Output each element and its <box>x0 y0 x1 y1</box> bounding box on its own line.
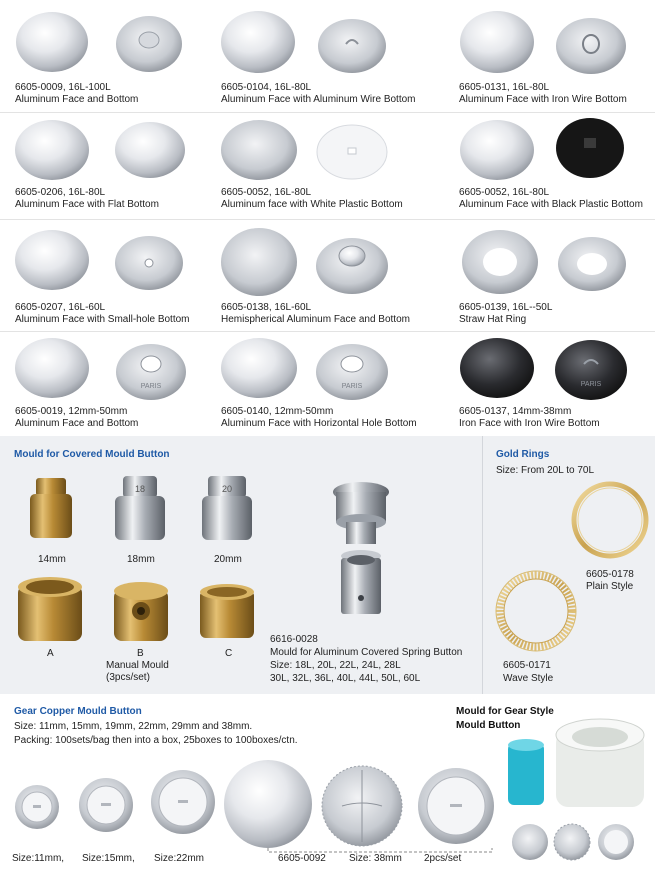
product-code: 6605-0131, 16L-80L <box>459 82 550 93</box>
divider <box>0 219 655 220</box>
button-image <box>456 116 646 182</box>
manual-mould-count: (3pcs/set) <box>106 672 150 683</box>
product-code: 6605-0052, 16L-80L <box>221 187 312 198</box>
button-image <box>12 334 192 402</box>
spring-code: 6616-0028 <box>270 634 318 645</box>
product-desc: Hemispherical Aluminum Face and Bottom <box>221 314 410 325</box>
size-label: Size:11mm, <box>12 853 65 864</box>
product-code: 6605-0052, 16L-80L <box>459 187 550 198</box>
die-label: 18 <box>134 484 146 494</box>
die-20mm <box>200 474 256 546</box>
spring-sizes-1: Size: 18L, 20L, 22L, 24L, 28L <box>270 660 401 671</box>
gear-title: Gear Copper Mould Button <box>14 706 142 717</box>
mould-part-a <box>14 575 86 645</box>
button-image <box>218 116 398 182</box>
button-image <box>12 116 192 182</box>
gear-code: 6605-0092 <box>278 853 326 864</box>
product-desc: Straw Hat Ring <box>459 314 527 325</box>
mould-part-b <box>110 577 172 645</box>
gold-rings-title: Gold Rings <box>496 449 550 460</box>
size-label: 20mm <box>214 554 242 565</box>
button-image <box>218 334 398 402</box>
product-code: 6605-0138, 16L-60L <box>221 302 312 313</box>
part-letter: A <box>47 648 54 659</box>
manual-mould-label: Manual Mould <box>106 660 169 671</box>
product-desc: Iron Face with Iron Wire Bottom <box>459 418 600 429</box>
product-desc: Aluminum Face with Iron Wire Bottom <box>459 94 627 105</box>
wave-ring-name: Wave Style <box>503 673 554 684</box>
product-desc: Aluminum Face and Bottom <box>15 94 139 105</box>
gear-button-15mm <box>76 775 136 835</box>
spring-sizes-2: 30L, 32L, 36L, 40L, 44L, 50L, 60L <box>270 673 421 684</box>
gear-button-11mm <box>12 782 62 832</box>
divider <box>0 331 655 332</box>
spring-desc: Mould for Aluminum Covered Spring Button <box>270 647 463 658</box>
plain-gold-ring <box>570 480 652 562</box>
size-label: Size:15mm, <box>82 853 135 864</box>
button-image <box>12 226 192 294</box>
stamp-text: PARIS <box>580 381 602 388</box>
part-letter: C <box>225 648 233 659</box>
product-desc: Aluminum Face with Small-hole Bottom <box>15 314 190 325</box>
gear-button-38mm-set <box>222 758 502 854</box>
die-18mm <box>113 474 169 546</box>
product-code: 6605-0139, 16L--50L <box>459 302 553 313</box>
button-image <box>12 8 192 78</box>
mould-title: Mould for Covered Mould Button <box>14 449 170 460</box>
gear-pcs: 2pcs/set <box>424 853 462 864</box>
button-image <box>218 226 398 296</box>
button-image <box>456 334 646 402</box>
gear-mould-title-2: Mould Button <box>456 720 521 731</box>
size-label: Size:22mm <box>154 853 205 864</box>
product-desc: Aluminum Face and Bottom <box>15 418 139 429</box>
divider <box>0 112 655 113</box>
product-code: 6605-0206, 16L-80L <box>15 187 106 198</box>
plain-ring-name: Plain Style <box>586 581 634 592</box>
button-image <box>218 8 398 78</box>
part-letter: B <box>137 648 144 659</box>
die-label: 20 <box>221 484 233 494</box>
wave-gold-ring <box>496 568 578 654</box>
mould-part-c <box>196 582 258 642</box>
product-code: 6605-0140, 12mm-50mm <box>221 406 334 417</box>
gear-mould-image <box>504 715 652 865</box>
ring-image <box>456 226 646 296</box>
product-desc: Aluminum Face with Horizontal Hole Bottom <box>221 418 417 429</box>
product-desc: Aluminum Face with Aluminum Wire Bottom <box>221 94 416 105</box>
product-desc: Aluminum Face with Flat Bottom <box>15 199 159 210</box>
size-label: 18mm <box>127 554 155 565</box>
product-desc: Aluminum Face with Black Plastic Bottom <box>459 199 643 210</box>
spring-mould-image <box>326 478 396 628</box>
plain-ring-code: 6605-0178 <box>586 569 634 580</box>
size-label: 14mm <box>38 554 66 565</box>
stamp-text: PARIS <box>341 383 363 390</box>
button-image <box>456 8 646 78</box>
gear-mould-title: Mould for Gear Style <box>456 706 554 717</box>
gear-size-line: Size: 11mm, 15mm, 19mm, 22mm, 29mm and 38mm. <box>14 721 253 732</box>
gold-rings-size: Size: From 20L to 70L <box>496 465 595 476</box>
gear-packing-line: Packing: 100sets/bag then into a box, 25boxes to 100boxes/ctn. <box>14 735 298 746</box>
product-code: 6605-0009, 16L-100L <box>15 82 111 93</box>
product-code: 6605-0207, 16L-60L <box>15 302 106 313</box>
product-code: 6605-0019, 12mm-50mm <box>15 406 128 417</box>
product-code: 6605-0137, 14mm-38mm <box>459 406 572 417</box>
stamp-text: PARIS <box>140 383 162 390</box>
gear-size-38: Size: 38mm <box>349 853 402 864</box>
gear-button-22mm <box>148 767 218 837</box>
wave-ring-code: 6605-0171 <box>503 660 551 671</box>
product-code: 6605-0104, 16L-80L <box>221 82 312 93</box>
product-desc: Aluminum face with White Plastic Bottom <box>221 199 403 210</box>
divider <box>482 436 483 694</box>
die-14mm <box>28 476 76 546</box>
